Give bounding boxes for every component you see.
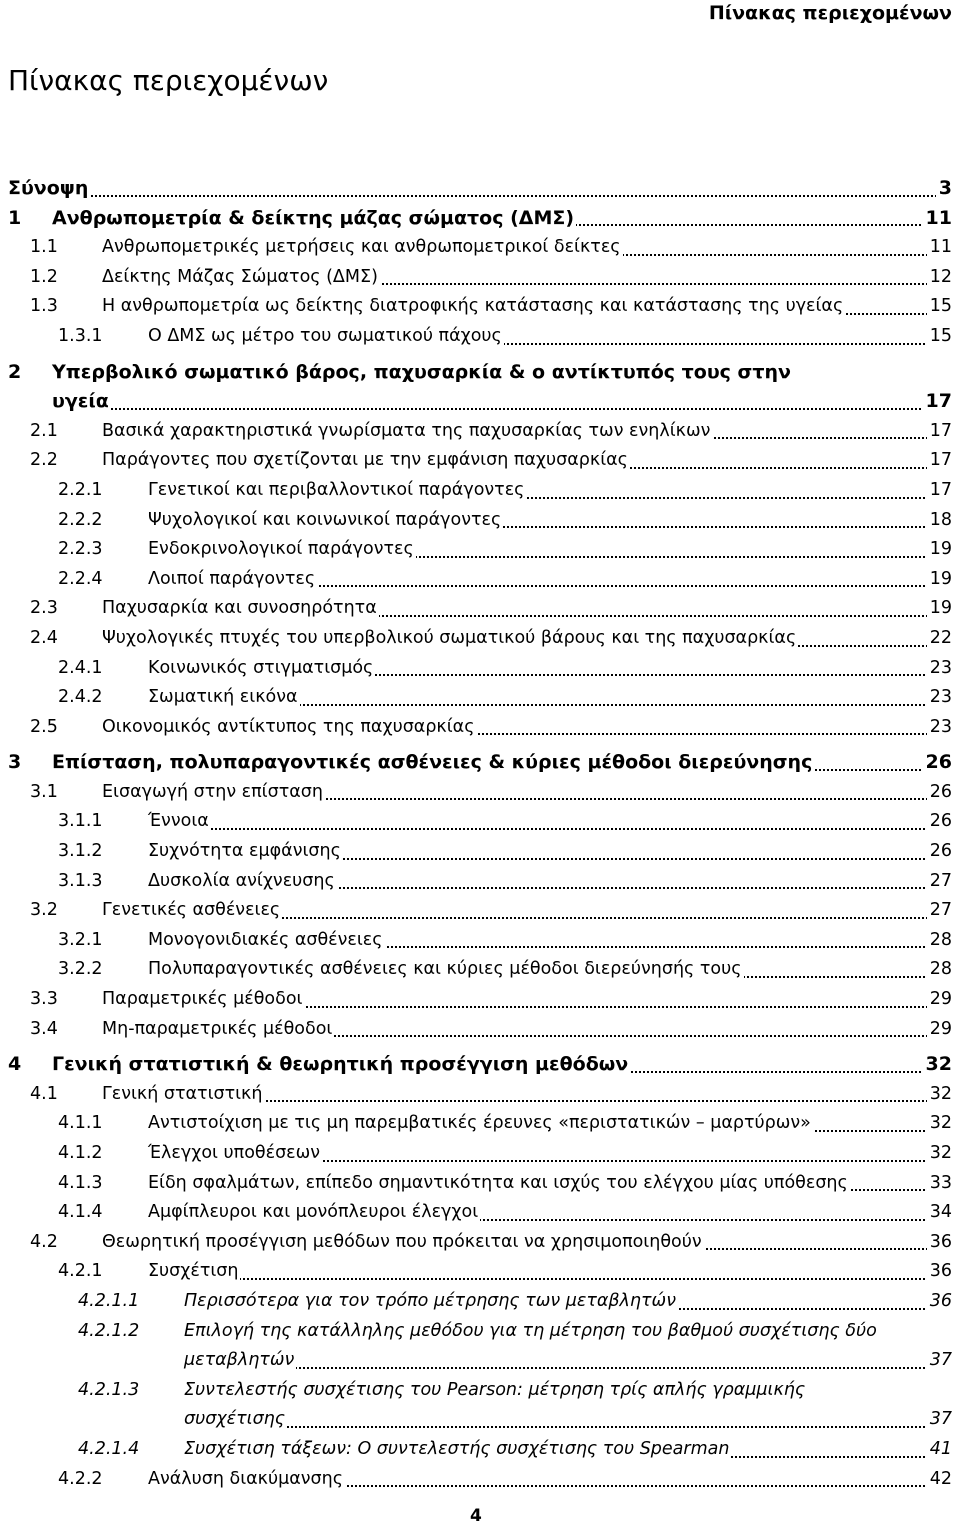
toc-entry-title: Δυσκολία ανίχνευσης xyxy=(148,870,335,891)
toc-entry-title: Περισσότερα για τον τρόπο μέτρησης των μεταβλητών xyxy=(184,1290,676,1311)
toc-entry-page: 23 xyxy=(927,654,952,684)
toc-entry-title: Λοιποί παράγοντες xyxy=(148,568,316,589)
toc-entry-page: 19 xyxy=(927,535,952,565)
toc-entry-page: 27 xyxy=(927,867,952,897)
toc-entry[interactable] xyxy=(0,778,960,808)
toc-entry-page: 3 xyxy=(936,174,952,204)
toc-entry[interactable] xyxy=(0,1228,960,1258)
toc-entry[interactable] xyxy=(0,1198,960,1228)
toc-entry-page: 26 xyxy=(927,778,952,808)
toc-entry[interactable] xyxy=(0,748,960,778)
toc-entry[interactable] xyxy=(0,683,960,713)
toc-entry-title: Πολυπαραγοντικές ασθένειες και κύριες μέθοδοι διερεύνησής τους xyxy=(148,959,742,980)
toc-entry-page: 28 xyxy=(927,926,952,956)
toc-entry-page: 18 xyxy=(927,506,952,536)
toc-entry-number: 2.3 xyxy=(30,598,58,619)
toc-entry-number: 3.2 xyxy=(30,900,58,921)
toc-entry[interactable] xyxy=(0,713,960,743)
toc-entry-page: 32 xyxy=(927,1080,952,1110)
toc-entry-number: 2.2.3 xyxy=(58,539,103,560)
toc-entry-page: 32 xyxy=(927,1109,952,1139)
dot-leader xyxy=(184,1426,952,1428)
toc-entry-page: 15 xyxy=(927,292,952,322)
toc-entry-number: 1.3 xyxy=(30,296,58,317)
toc-entry-page: 19 xyxy=(927,565,952,595)
toc-entry[interactable] xyxy=(0,565,960,595)
table-of-contents xyxy=(0,174,960,1494)
toc-entry-number: 3.3 xyxy=(30,989,58,1010)
toc-entry-number: 3.2.2 xyxy=(58,959,103,980)
toc-entry[interactable] xyxy=(0,1080,960,1110)
toc-entry[interactable] xyxy=(0,506,960,536)
toc-entry-title: Ανάλυση διακύμανσης xyxy=(148,1468,344,1489)
toc-entry-title: Έννοια xyxy=(148,811,209,832)
toc-entry-number: 2.2.1 xyxy=(58,479,103,500)
toc-entry-title: Παράγοντες που σχετίζονται με την εμφάνιση παχυσαρκίας xyxy=(102,450,628,471)
toc-entry-title: Οικονομικός αντίκτυπος της παχυσαρκίας xyxy=(102,716,475,737)
toc-entry-title: Ανθρωπομετρία & δείκτης μάζας σώματος (ΔΜΣ) xyxy=(52,206,575,229)
toc-entry-title: Δείκτης Μάζας Σώματος (ΔΜΣ) xyxy=(102,266,378,287)
running-header: Πίνακας περιεχομένων xyxy=(708,2,952,24)
toc-entry[interactable] xyxy=(0,594,960,624)
toc-entry-title: Θεωρητική προσέγγιση μεθόδων που πρόκειται να χρησιμοποιηθούν xyxy=(102,1231,702,1252)
toc-entry-title: Μη-παραμετρικές μέθοδοι xyxy=(102,1018,333,1039)
toc-entry-title-line2: υγεία xyxy=(52,390,109,413)
toc-entry-page: 34 xyxy=(927,1198,952,1228)
toc-entry-title-line1: Επιλογή της κατάλληλης μεθόδου για τη μέτρηση του βαθμού συσχέτισης δύο xyxy=(184,1320,877,1341)
toc-entry-number: 2.5 xyxy=(30,716,58,737)
toc-entry-number: 4.1.4 xyxy=(58,1202,103,1223)
toc-entry-title: Επίσταση, πολυπαραγοντικές ασθένειες & κύριες μέθοδοι διερεύνησης xyxy=(52,751,813,774)
toc-entry-title-line2: μεταβλητών xyxy=(184,1350,295,1371)
dot-leader xyxy=(8,195,952,197)
toc-entry[interactable] xyxy=(0,174,960,204)
toc-entry[interactable] xyxy=(0,985,960,1015)
toc-entry[interactable] xyxy=(0,322,960,352)
toc-entry-page: 29 xyxy=(927,985,952,1015)
toc-entry-number: 2.1 xyxy=(30,420,58,441)
toc-entry[interactable] xyxy=(0,807,960,837)
toc-entry-number: 1.3.1 xyxy=(58,325,103,346)
toc-entry[interactable] xyxy=(0,955,960,985)
toc-entry-number: 4.1.1 xyxy=(58,1113,103,1134)
toc-entry-number: 3.4 xyxy=(30,1018,58,1039)
toc-entry-number: 4 xyxy=(8,1053,22,1076)
toc-entry-page: 33 xyxy=(927,1169,952,1199)
toc-entry-page: 11 xyxy=(923,204,952,234)
toc-entry-number: 1.1 xyxy=(30,237,58,258)
toc-entry-number: 2 xyxy=(8,360,22,383)
toc-entry[interactable] xyxy=(0,476,960,506)
toc-entry-title: Κοινωνικός στιγματισμός xyxy=(148,657,374,678)
toc-entry-page: 12 xyxy=(927,263,952,293)
toc-entry[interactable] xyxy=(0,1257,960,1287)
toc-entry-number: 2.4.2 xyxy=(58,687,103,708)
toc-entry-number: 4.2.2 xyxy=(58,1468,103,1489)
toc-entry[interactable] xyxy=(0,654,960,684)
toc-entry[interactable] xyxy=(0,1169,960,1199)
toc-entry-number: 1.2 xyxy=(30,266,58,287)
toc-entry-page: 15 xyxy=(927,322,952,352)
toc-entry-page: 11 xyxy=(927,233,952,263)
toc-entry-title: Συχνότητα εμφάνισης xyxy=(148,841,341,862)
toc-entry-page: 29 xyxy=(927,1015,952,1045)
toc-entry-title: Έλεγχοι υποθέσεων xyxy=(148,1143,321,1163)
toc-entry[interactable] xyxy=(0,1287,960,1317)
toc-entry-number: 3.1.2 xyxy=(58,841,103,862)
toc-entry-page: 32 xyxy=(927,1139,952,1169)
toc-entry-title: Ενδοκρινολογικοί παράγοντες xyxy=(148,539,414,560)
toc-entry-number: 4.1 xyxy=(30,1083,58,1104)
toc-entry[interactable] xyxy=(0,1376,960,1435)
toc-entry[interactable] xyxy=(0,358,960,417)
toc-entry-title: Μονογονιδιακές ασθένειες xyxy=(148,929,383,950)
toc-entry-number: 4.1.2 xyxy=(58,1143,103,1163)
toc-entry-number: 4.2.1.3 xyxy=(78,1379,140,1400)
toc-entry-number: 1 xyxy=(8,206,22,229)
toc-entry[interactable] xyxy=(0,204,960,234)
toc-entry-title: Παχυσαρκία και συνοσηρότητα xyxy=(102,598,377,619)
toc-entry-number: 3.1.3 xyxy=(58,870,103,891)
toc-entry-page: 26 xyxy=(927,837,952,867)
toc-entry[interactable] xyxy=(0,417,960,447)
toc-entry-title: Βασικά χαρακτηριστικά γνωρίσματα της παχυσαρκίας των ενηλίκων xyxy=(102,420,711,441)
toc-entry[interactable] xyxy=(0,1050,960,1080)
toc-entry-title: Είδη σφαλμάτων, επίπεδο σημαντικότητα και ισχύς του ελέγχου μίας υπόθεσης xyxy=(148,1172,848,1193)
toc-entry-title-line1: Συντελεστής συσχέτισης του Pearson: μέτρηση τρίς απλής γραμμικής xyxy=(184,1379,806,1400)
toc-entry-title-line2: συσχέτισης xyxy=(184,1409,286,1430)
toc-entry[interactable] xyxy=(0,1465,960,1495)
toc-entry-page: 36 xyxy=(927,1257,952,1287)
toc-entry[interactable] xyxy=(0,896,960,926)
toc-entry-title: Γενετικές ασθένειες xyxy=(102,900,281,921)
toc-entry-number: 4.2.1 xyxy=(58,1261,103,1282)
toc-entry-title: Σωματική εικόνα xyxy=(148,687,298,708)
dot-leader xyxy=(52,408,952,410)
toc-entry-page: 26 xyxy=(923,748,952,778)
toc-entry[interactable] xyxy=(0,624,960,654)
toc-entry-page: 36 xyxy=(927,1228,952,1258)
dot-leader xyxy=(184,1367,952,1369)
toc-entry-number: 3 xyxy=(8,751,22,774)
toc-entry-page: 41 xyxy=(927,1435,952,1465)
toc-entry-number: 2.4.1 xyxy=(58,657,103,678)
toc-entry-number: 3.1 xyxy=(30,781,58,802)
toc-entry-page: 37 xyxy=(927,1405,952,1435)
dot-leader xyxy=(148,1278,952,1280)
toc-entry-number: 2.2.4 xyxy=(58,568,103,589)
toc-entry-page: 19 xyxy=(927,594,952,624)
toc-entry-page: 42 xyxy=(927,1465,952,1495)
toc-entry-number: 2.2 xyxy=(30,450,58,471)
toc-entry-number: 4.1.3 xyxy=(58,1172,103,1193)
toc-entry-title: Η ανθρωπομετρία ως δείκτης διατροφικής κατάστασης και κατάστασης της υγείας xyxy=(102,296,844,317)
toc-entry-number: 4.2.1.2 xyxy=(78,1320,140,1341)
toc-entry-title: Ψυχολογικοί και κοινωνικοί παράγοντες xyxy=(148,509,502,530)
toc-entry-title: Αμφίπλευροι και μονόπλευροι έλεγχοι xyxy=(148,1202,479,1223)
toc-entry[interactable] xyxy=(0,926,960,956)
toc-entry-title: Ψυχολογικές πτυχές του υπερβολικού σωματικού βάρους και της παχυσαρκίας xyxy=(102,627,797,648)
toc-entry-number: 3.2.1 xyxy=(58,929,103,950)
toc-entry-title-line1: Υπερβολικό σωματικό βάρος, παχυσαρκία & ο αντίκτυπός τους στην xyxy=(52,360,791,383)
toc-entry-number: 3.1.1 xyxy=(58,811,103,832)
toc-entry-page: 17 xyxy=(927,446,952,476)
toc-entry-number: 2.2.2 xyxy=(58,509,103,530)
toc-entry[interactable] xyxy=(0,446,960,476)
toc-entry-page: 23 xyxy=(927,683,952,713)
toc-entry-title: Παραμετρικές μέθοδοι xyxy=(102,989,303,1010)
toc-entry[interactable] xyxy=(0,233,960,263)
toc-entry[interactable] xyxy=(0,292,960,322)
toc-entry-title: Ο ΔΜΣ ως μέτρο του σωματικού πάχους xyxy=(148,325,502,346)
toc-entry-page: 28 xyxy=(927,955,952,985)
toc-entry-title: Γενετικοί και περιβαλλοντικοί παράγοντες xyxy=(148,479,525,500)
toc-entry-number: 2.4 xyxy=(30,627,58,648)
toc-entry-title: Ανθρωπομετρικές μετρήσεις και ανθρωπομετρικοί δείκτες xyxy=(102,237,621,258)
toc-entry-page: 27 xyxy=(927,896,952,926)
page-number: 4 xyxy=(470,1506,482,1526)
toc-entry-title: Αντιστοίχιση με τις μη παρεμβατικές έρευνες «περιστατικών – μαρτύρων» xyxy=(148,1113,811,1134)
toc-entry-page: 37 xyxy=(927,1346,952,1376)
toc-entry-number: 4.2.1.1 xyxy=(78,1290,140,1311)
toc-entry[interactable] xyxy=(0,867,960,897)
toc-entry-title: Σύνοψη xyxy=(8,177,89,199)
toc-entry-title: Συσχέτιση xyxy=(148,1261,239,1282)
toc-entry-page: 17 xyxy=(927,476,952,506)
toc-entry-page: 17 xyxy=(927,417,952,447)
toc-entry-page: 22 xyxy=(927,624,952,654)
toc-entry-page: 23 xyxy=(927,713,952,743)
toc-entry-page: 36 xyxy=(927,1287,952,1317)
toc-entry-page: 32 xyxy=(923,1050,952,1080)
toc-entry-number: 4.2 xyxy=(30,1231,58,1252)
toc-entry-title: Γενική στατιστική & θεωρητική προσέγγιση μεθόδων xyxy=(52,1053,629,1076)
toc-entry-title: Συσχέτιση τάξεων: Ο συντελεστής συσχέτισης του Spearman xyxy=(184,1438,730,1459)
toc-entry-page: 17 xyxy=(923,387,952,417)
toc-entry[interactable] xyxy=(0,1109,960,1139)
dot-leader xyxy=(148,828,952,830)
toc-entry[interactable] xyxy=(0,1317,960,1376)
toc-entry[interactable] xyxy=(0,535,960,565)
toc-entry[interactable] xyxy=(0,1435,960,1465)
toc-entry-number: 4.2.1.4 xyxy=(78,1438,140,1459)
toc-entry[interactable] xyxy=(0,1139,960,1169)
toc-entry[interactable] xyxy=(0,1015,960,1045)
toc-entry-title: Εισαγωγή στην επίσταση xyxy=(102,781,323,802)
page-title: Πίνακας περιεχομένων xyxy=(8,64,329,97)
toc-entry-page: 26 xyxy=(927,807,952,837)
toc-entry-title: Γενική στατιστική xyxy=(102,1083,263,1104)
toc-entry[interactable] xyxy=(0,837,960,867)
toc-entry[interactable] xyxy=(0,263,960,293)
